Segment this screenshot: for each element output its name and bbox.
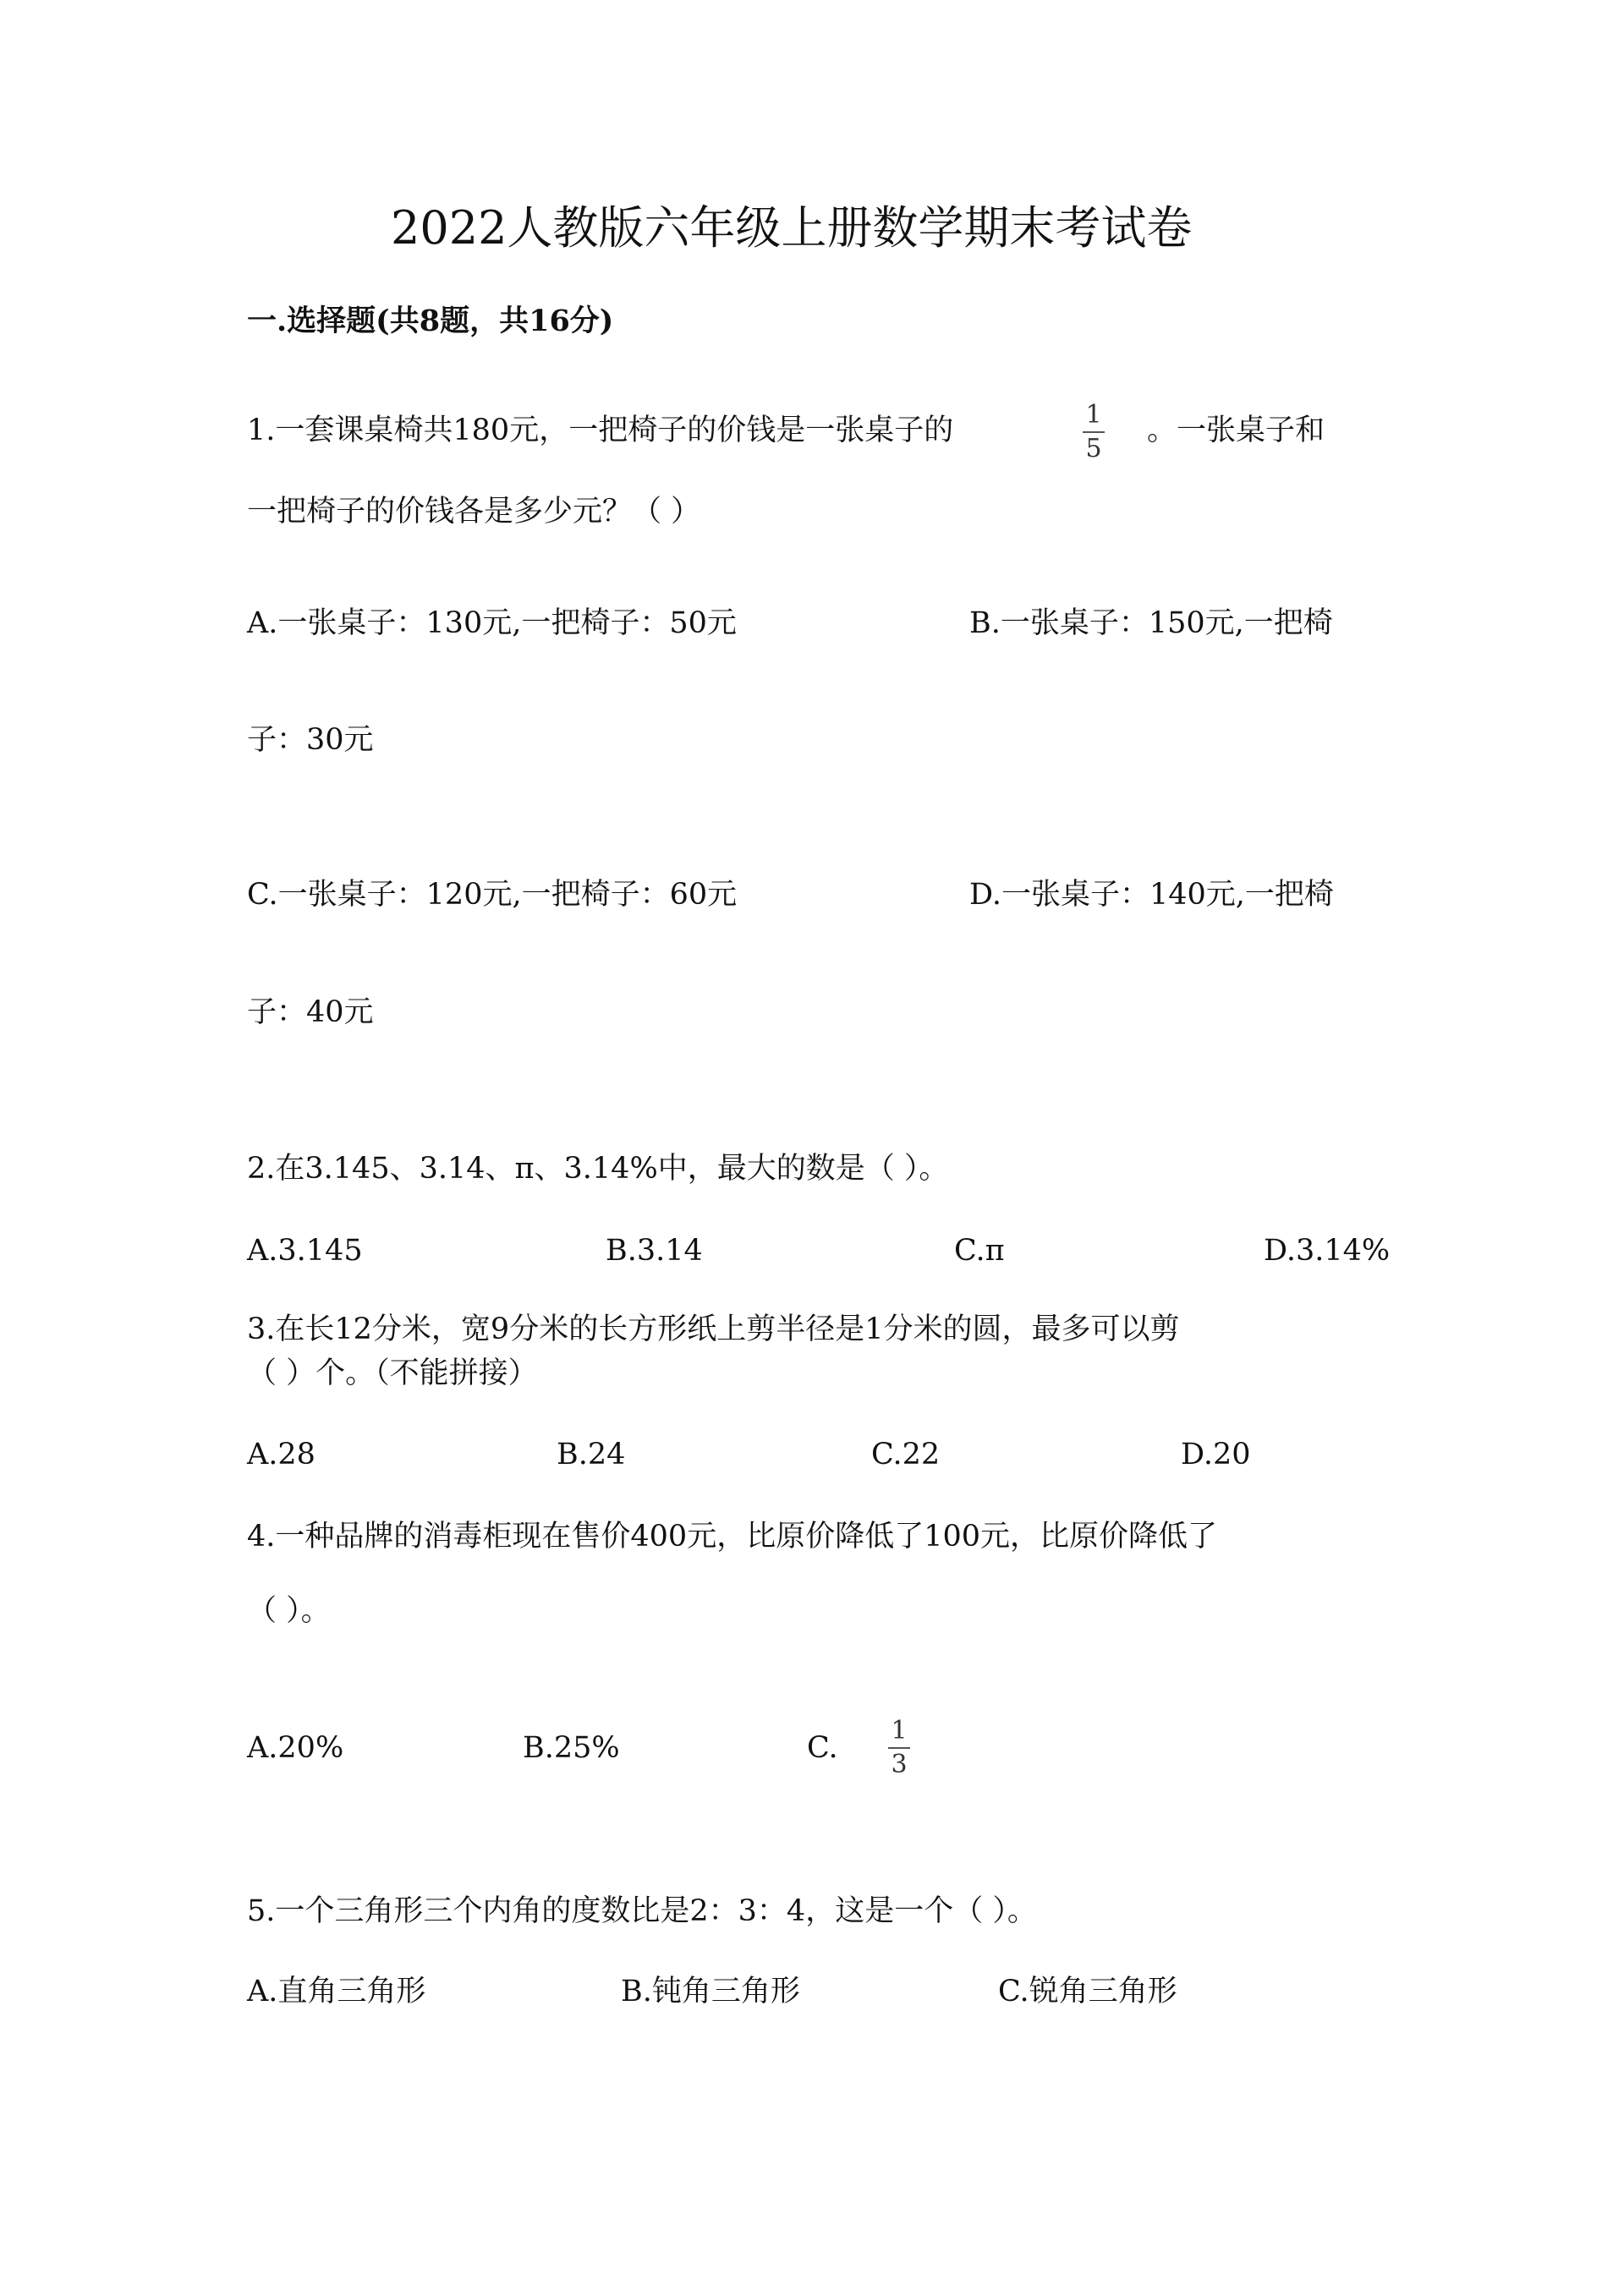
- question-4-option-c: C.: [807, 1731, 838, 1765]
- question-4-option-a: A.20%: [247, 1731, 344, 1765]
- question-1-line-2: 一把椅子的价钱各是多少元？（ ）: [247, 495, 701, 529]
- question-1-option-d-continued: 子：40元: [247, 995, 374, 1029]
- question-1-option-d: D.一张桌子：140元,一把椅: [969, 878, 1334, 912]
- question-3-option-a: A.28: [247, 1438, 315, 1471]
- fraction-denominator: 3: [891, 1750, 908, 1779]
- section-heading-choice: 一.选择题(共8题，共16分): [247, 304, 614, 338]
- question-3-option-c: C.22: [871, 1438, 941, 1471]
- question-3-option-b: B.24: [557, 1438, 626, 1471]
- question-2-option-c: C.π: [954, 1234, 1005, 1268]
- question-1-line-1: 1.一套课桌椅共180元，一把椅子的价钱是一张桌子的: [247, 414, 954, 447]
- question-3-line-1: 3.在长12分米，宽9分米的长方形纸上剪半径是1分米的圆，最多可以剪: [247, 1312, 1180, 1346]
- question-4-option-c-fraction: [888, 1718, 910, 1778]
- question-1-option-b: B.一张桌子：150元,一把椅: [969, 606, 1333, 640]
- question-1-option-c: C.一张桌子：120元,一把椅子：60元: [247, 878, 738, 912]
- question-4-line-2: （ ）。: [247, 1594, 331, 1628]
- fraction-bar: [888, 1747, 910, 1749]
- question-5-stem: 5.一个三角形三个内角的度数比是2：3：4，这是一个（ ）。: [247, 1894, 1037, 1928]
- question-5-option-a: A.直角三角形: [247, 1975, 426, 2008]
- question-2-option-b: B.3.14: [606, 1234, 703, 1268]
- question-2-option-a: A.3.145: [247, 1234, 363, 1268]
- question-1-fraction: [1083, 400, 1105, 463]
- question-4-option-b: B.25%: [523, 1731, 620, 1765]
- fraction-bar: [1083, 431, 1105, 433]
- question-2-option-d: D.3.14%: [1264, 1234, 1391, 1268]
- question-5-option-c: C.锐角三角形: [998, 1975, 1177, 2008]
- fraction-numerator: 1: [1085, 400, 1102, 430]
- page-title: 2022人教版六年级上册数学期末考试卷: [391, 201, 1193, 255]
- question-5-option-b: B.钝角三角形: [621, 1975, 800, 2008]
- fraction-numerator: 1: [891, 1716, 908, 1745]
- question-4-line-1: 4.一种品牌的消毒柜现在售价400元，比原价降低了100元，比原价降低了: [247, 1520, 1218, 1553]
- question-1-option-b-continued: 子：30元: [247, 723, 374, 757]
- question-3-line-2: （ ）个。（不能拼接）: [247, 1356, 538, 1390]
- question-1-option-a: A.一张桌子：130元,一把椅子：50元: [247, 606, 737, 640]
- question-2-stem: 2.在3.145、3.14、π、3.14%中，最大的数是（ ）。: [247, 1152, 949, 1186]
- question-3-option-d: D.20: [1181, 1438, 1251, 1471]
- fraction-denominator: 5: [1085, 434, 1102, 463]
- question-1-line-1-tail: 。一张桌子和: [1147, 414, 1325, 447]
